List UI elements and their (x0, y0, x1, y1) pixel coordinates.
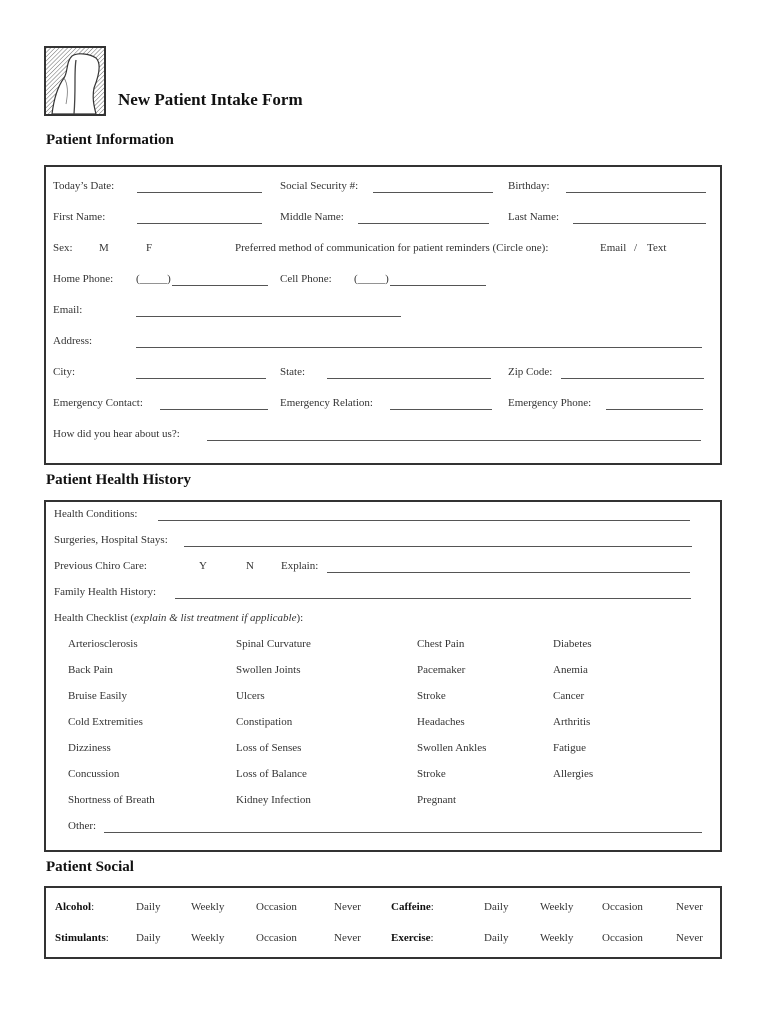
first-name-label: First Name: (53, 211, 106, 223)
social-option[interactable]: Never (334, 932, 361, 944)
address-label: Address: (53, 335, 93, 347)
checklist-item[interactable]: Loss of Balance (236, 768, 307, 780)
zip-code-field[interactable] (561, 378, 704, 379)
emergency-contact-field[interactable] (160, 409, 268, 410)
how-heard-field[interactable] (207, 440, 701, 441)
section-title-patient-information: Patient Information (46, 132, 174, 148)
checklist-item[interactable]: Diabetes (553, 638, 592, 650)
cell-phone-label: Cell Phone: (280, 273, 332, 285)
social-option[interactable]: Occasion (256, 901, 297, 913)
social-option[interactable]: Weekly (191, 901, 225, 913)
explain-field[interactable] (327, 572, 690, 573)
social-option[interactable]: Weekly (191, 932, 225, 944)
surgeries-field[interactable] (184, 546, 692, 547)
emergency-contact-label: Emergency Contact: (53, 397, 143, 409)
social-option[interactable]: Weekly (540, 901, 574, 913)
social-option[interactable]: Daily (484, 901, 509, 913)
checklist-item[interactable]: Loss of Senses (236, 742, 302, 754)
cell-phone-field[interactable] (390, 285, 486, 286)
patient-information-box (44, 165, 722, 465)
preferred-communication-label: Preferred method of communication for patient reminders (Circle one): (235, 242, 549, 254)
page-title: New Patient Intake Form (118, 90, 303, 109)
last-name-field[interactable] (573, 223, 706, 224)
checklist-item[interactable]: Swollen Joints (236, 664, 301, 676)
surgeries-label: Surgeries, Hospital Stays: (54, 534, 168, 546)
health-conditions-field[interactable] (158, 520, 690, 521)
checklist-item[interactable]: Allergies (553, 768, 594, 780)
patient-social-box (44, 886, 722, 959)
social-row-label: Caffeine: (391, 901, 434, 913)
family-history-field[interactable] (175, 598, 691, 599)
checklist-item[interactable]: Spinal Curvature (236, 638, 311, 650)
sex-option-f[interactable]: F (146, 242, 153, 254)
other-label: Other: (68, 820, 97, 832)
preferred-separator: / (634, 242, 638, 254)
checklist-item[interactable]: Bruise Easily (68, 690, 127, 702)
checklist-item[interactable]: Back Pain (68, 664, 113, 676)
preferred-option-email[interactable]: Email (600, 242, 627, 254)
address-field[interactable] (136, 347, 702, 348)
ssn-field[interactable] (373, 192, 493, 193)
social-option[interactable]: Never (334, 901, 361, 913)
checklist-item[interactable]: Ulcers (236, 690, 265, 702)
cell-phone-area-code: (_____) (354, 273, 389, 285)
checklist-item[interactable]: Cold Extremities (68, 716, 143, 728)
checklist-item[interactable]: Fatigue (553, 742, 586, 754)
todays-date-label: Today’s Date: (53, 180, 115, 192)
section-title-patient-social: Patient Social (46, 859, 134, 875)
other-field[interactable] (104, 832, 702, 833)
checklist-item[interactable]: Arteriosclerosis (68, 638, 138, 650)
checklist-item[interactable]: Arthritis (553, 716, 591, 728)
social-option[interactable]: Never (676, 901, 703, 913)
sex-option-m[interactable]: M (99, 242, 109, 254)
home-phone-label: Home Phone: (53, 273, 114, 285)
birthday-field[interactable] (566, 192, 706, 193)
todays-date-field[interactable] (137, 192, 262, 193)
home-phone-field[interactable] (172, 285, 268, 286)
emergency-phone-label: Emergency Phone: (508, 397, 592, 409)
checklist-item[interactable]: Chest Pain (417, 638, 465, 650)
first-name-field[interactable] (137, 223, 262, 224)
social-option[interactable]: Never (676, 932, 703, 944)
zip-code-label: Zip Code: (508, 366, 553, 378)
checklist-item[interactable]: Concussion (68, 768, 120, 780)
explain-label: Explain: (281, 560, 319, 572)
preferred-option-text[interactable]: Text (647, 242, 667, 254)
birthday-label: Birthday: (508, 180, 550, 192)
state-label: State: (280, 366, 306, 378)
section-title-patient-health-history: Patient Health History (46, 472, 191, 488)
email-field[interactable] (136, 316, 401, 317)
checklist-item[interactable]: Cancer (553, 690, 585, 702)
checklist-item[interactable]: Constipation (236, 716, 293, 728)
social-option[interactable]: Weekly (540, 932, 574, 944)
previous-chiro-no[interactable]: N (246, 560, 254, 572)
checklist-item[interactable]: Anemia (553, 664, 588, 676)
middle-name-field[interactable] (358, 223, 489, 224)
clinic-logo (44, 46, 106, 116)
social-option[interactable]: Daily (136, 901, 161, 913)
checklist-item[interactable]: Swollen Ankles (417, 742, 487, 754)
email-label: Email: (53, 304, 83, 316)
social-row-label: Stimulants: (55, 932, 109, 944)
checklist-item[interactable]: Pregnant (417, 794, 457, 806)
emergency-phone-field[interactable] (606, 409, 703, 410)
city-field[interactable] (136, 378, 266, 379)
ssn-label: Social Security #: (280, 180, 359, 192)
social-option[interactable]: Occasion (602, 901, 643, 913)
spine-figure-icon (46, 48, 104, 114)
checklist-item[interactable]: Stroke (417, 690, 446, 702)
social-option[interactable]: Daily (136, 932, 161, 944)
social-option[interactable]: Occasion (256, 932, 297, 944)
health-conditions-label: Health Conditions: (54, 508, 138, 520)
middle-name-label: Middle Name: (280, 211, 344, 223)
sex-label: Sex: (53, 242, 73, 254)
social-row-label: Exercise: (391, 932, 434, 944)
previous-chiro-label: Previous Chiro Care: (54, 560, 147, 572)
health-checklist-label: Health Checklist (explain & list treatment if applicable): (54, 612, 304, 624)
last-name-label: Last Name: (508, 211, 560, 223)
checklist-item[interactable]: Pacemaker (417, 664, 466, 676)
checklist-item[interactable]: Stroke (417, 768, 446, 780)
state-field[interactable] (327, 378, 491, 379)
previous-chiro-yes[interactable]: Y (199, 560, 207, 572)
social-row-label: Alcohol: (55, 901, 95, 913)
checklist-item[interactable]: Shortness of Breath (68, 794, 155, 806)
city-label: City: (53, 366, 76, 378)
checklist-item[interactable]: Kidney Infection (236, 794, 311, 806)
home-phone-area-code: (_____) (136, 273, 171, 285)
social-option[interactable]: Daily (484, 932, 509, 944)
family-history-label: Family Health History: (54, 586, 157, 598)
checklist-item[interactable]: Dizziness (68, 742, 111, 754)
emergency-relation-label: Emergency Relation: (280, 397, 373, 409)
how-heard-label: How did you hear about us?: (53, 428, 180, 440)
checklist-item[interactable]: Headaches (417, 716, 465, 728)
social-option[interactable]: Occasion (602, 932, 643, 944)
emergency-relation-field[interactable] (390, 409, 492, 410)
